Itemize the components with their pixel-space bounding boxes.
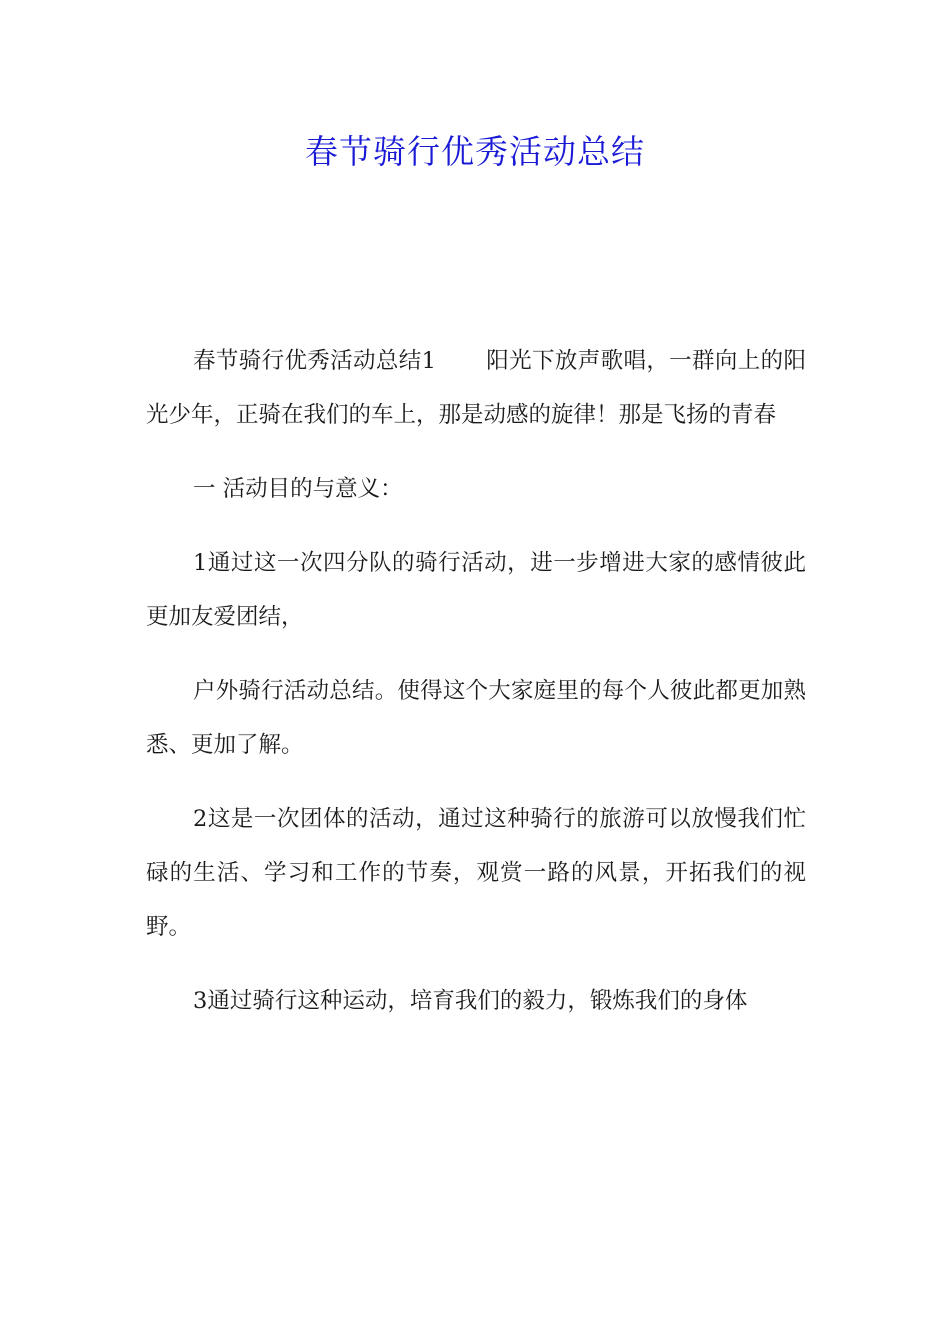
paragraph-text: 阳光下放声歌唱，一群向上的阳光少年，正骑在我们的车上，那是动感的旋律！那是飞扬的青春 <box>146 348 806 428</box>
paragraph-purpose-heading: 一 活动目的与意义： <box>193 476 403 502</box>
paragraph-intro <box>146 334 806 442</box>
document-title: 春节骑行优秀活动总结 <box>305 132 645 171</box>
paragraph-point-3: 3通过骑行这种运动，培育我们的毅力，锻炼我们的身体 <box>193 988 748 1014</box>
section-heading-inline: 春节骑行优秀活动总结1 <box>193 348 436 374</box>
paragraph-point-1: 1通过这一次四分队的骑行活动，进一步增进大家的感情彼此更加友爱团结， <box>146 550 806 630</box>
paragraph-point-2: 2这是一次团体的活动，通过这种骑行的旅游可以放慢我们忙碌的生活、学习和工作的节奏，观赏一路的风景，开拓我们的视野。 <box>146 806 806 940</box>
document-body <box>146 334 806 1048</box>
paragraph-point-1-cont: 户外骑行活动总结。使得这个大家庭里的每个人彼此都更加熟悉、更加了解。 <box>146 678 806 758</box>
